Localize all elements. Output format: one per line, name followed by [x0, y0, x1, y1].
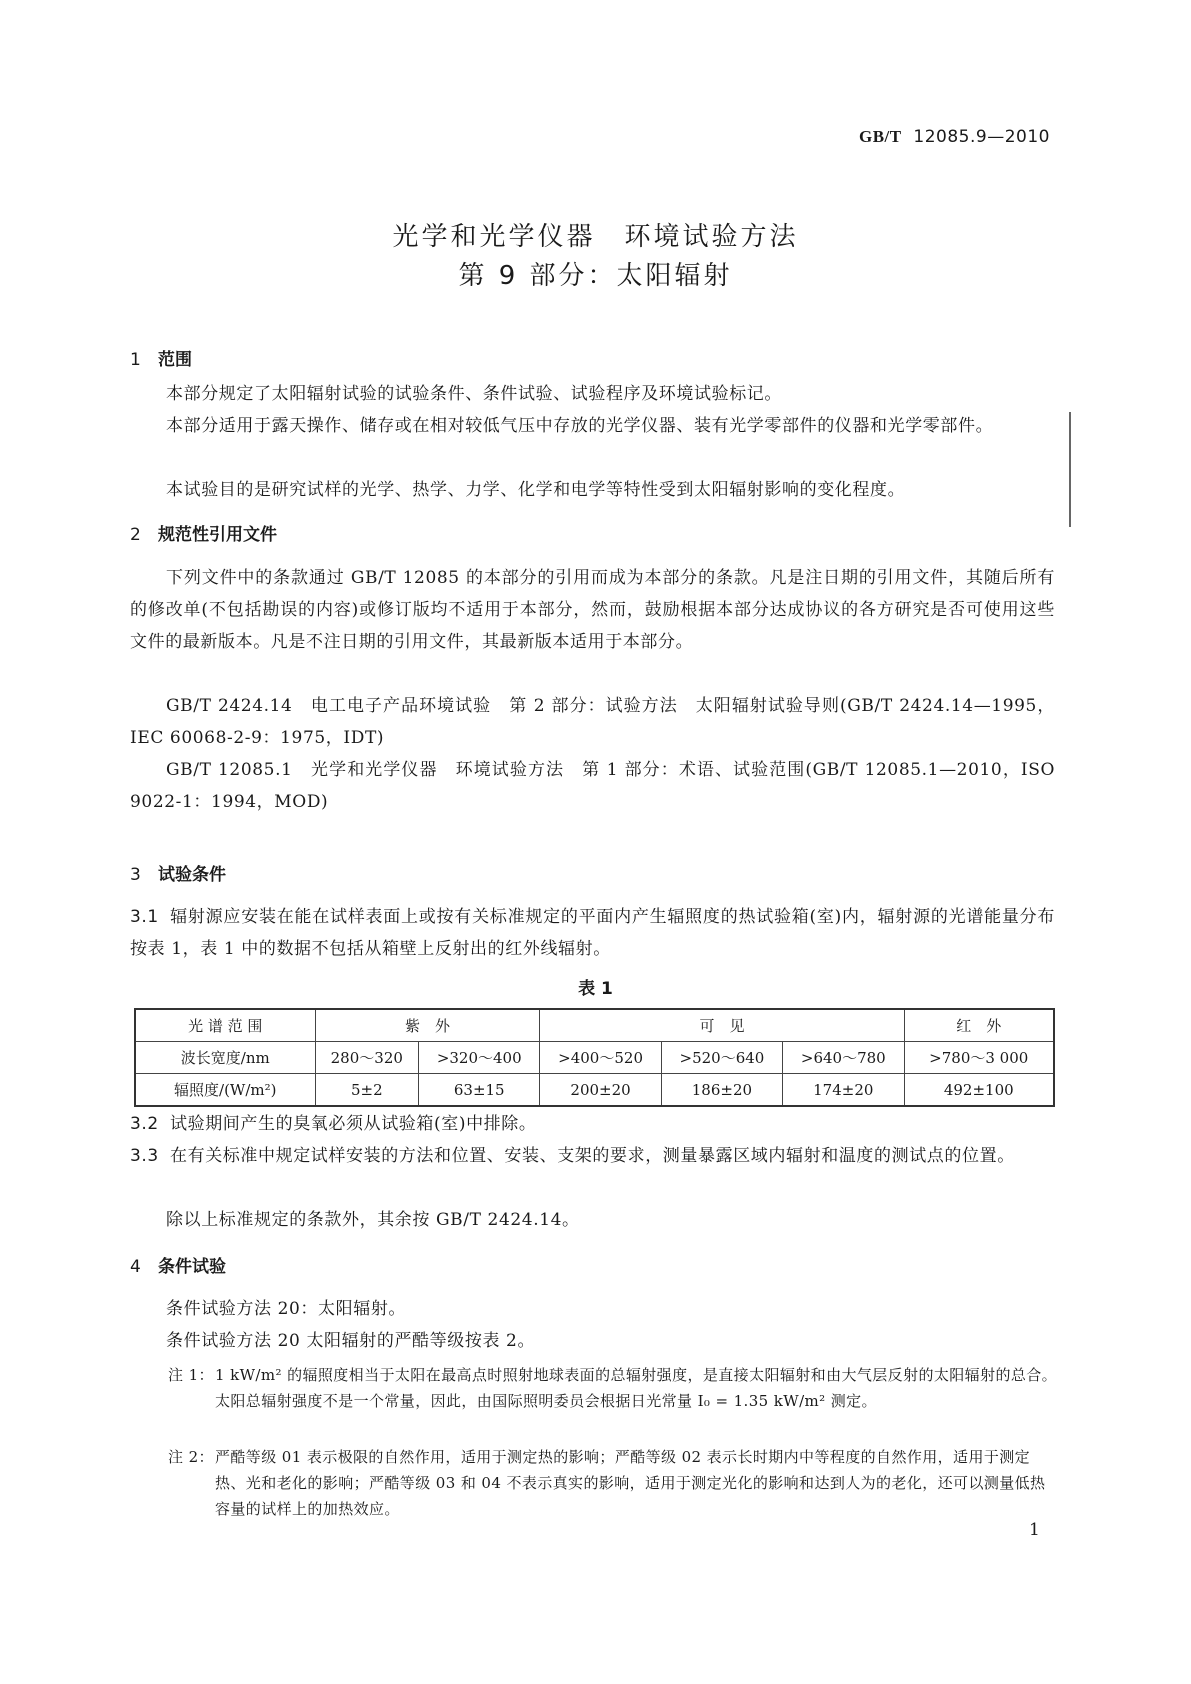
clause-3-1: 3.1 辐射源应安装在能在试样表面上或按有关标准规定的平面内产生辐照度的热试验箱(室)内，辐射源的光谱能量分布按表 1，表 1 中的数据不包括从箱壁上反射出的红外线辐射。	[130, 907, 1055, 959]
section-3-remainder: 除以上标准规定的条款外，其余按 GB/T 2424.14。	[166, 1210, 580, 1230]
table-row	[135, 1042, 1054, 1074]
section-4-para-1: 条件试验方法 20：太阳辐射。	[166, 1299, 407, 1319]
table-cell: 200±20	[540, 1074, 661, 1107]
note-1-label: 注 1：	[168, 1366, 214, 1384]
table-cell: 光 谱 范 围	[135, 1009, 315, 1042]
table-row	[135, 1009, 1054, 1042]
table-cell: >320～400	[419, 1042, 540, 1074]
clause-3-2: 3.2 试验期间产生的臭氧必须从试验箱(室)中排除。	[130, 1114, 537, 1134]
section-2-heading: 2 规范性引用文件	[130, 525, 277, 545]
document-title-line1: 光学和光学仪器 环境试验方法	[392, 222, 799, 252]
table-cell: 5±2	[315, 1074, 419, 1107]
standard-prefix: GB/T	[858, 127, 902, 146]
standard-number	[859, 127, 1050, 147]
change-bar	[1069, 412, 1071, 527]
table-cell: 186±20	[661, 1074, 782, 1107]
reference-gbt-12085-1: GB/T 12085.1 光学和光学仪器 环境试验方法 第 1 部分：术语、试验范围(GB/T 12085.1—2010，ISO 9022-1：1994，MOD)	[130, 760, 1055, 812]
table-row	[135, 1074, 1054, 1107]
clause-3-3: 3.3 在有关标准中规定试样安装的方法和位置、安装、支架的要求，测量暴露区域内辐射和温度的测试点的位置。	[130, 1146, 1015, 1166]
table-1-caption: 表 1	[578, 979, 613, 999]
table-cell: 63±15	[419, 1074, 540, 1107]
table-cell: 174±20	[783, 1074, 904, 1107]
table-cell: >400～520	[540, 1042, 661, 1074]
section-4-para-2: 条件试验方法 20 太阳辐射的严酷等级按表 2。	[166, 1331, 536, 1351]
section-1-para-1: 本部分规定了太阳辐射试验的试验条件、条件试验、试验程序及环境试验标记。	[166, 384, 782, 404]
table-cell: >780～3 000	[904, 1042, 1054, 1074]
section-1-para-2: 本部分适用于露天操作、储存或在相对较低气压中存放的光学仪器、装有光学零部件的仪器和光学零部件。	[166, 416, 994, 436]
table-cell: 可 见	[540, 1009, 904, 1042]
table-1	[134, 1008, 1055, 1107]
table-cell: 波长宽度/nm	[135, 1042, 315, 1074]
note-1	[168, 1362, 1058, 1414]
table-cell: 辐照度/(W/m²)	[135, 1074, 315, 1107]
section-4-heading: 4 条件试验	[130, 1257, 226, 1277]
note-2-label: 注 2：	[168, 1448, 214, 1466]
note-1-text: 1 kW/m² 的辐照度相当于太阳在最高点时照射地球表面的总辐射强度，是直接太阳辐射和由大气层反射的太阳辐射的总合。太阳总辐射强度不是一个常量，因此，由国际照明委员会根据日光常量 I₀ = 1.35 kW/m² 测定。	[215, 1366, 1058, 1410]
section-1-heading: 1 范围	[130, 350, 192, 370]
section-2-para-1: 下列文件中的条款通过 GB/T 12085 的本部分的引用而成为本部分的条款。凡是注日期的引用文件，其随后所有的修改单(不包括勘误的内容)或修订版均不适用于本部分，然而，鼓励根据本部分达成协议的各方研究是否可使用这些文件的最新版本。凡是不注日期的引用文件，其最新版本适用于本部分。	[130, 568, 1055, 652]
section-1-para-3: 本试验目的是研究试样的光学、热学、力学、化学和电学等特性受到太阳辐射影响的变化程度。	[166, 480, 906, 500]
reference-gbt-2424-14: GB/T 2424.14 电工电子产品环境试验 第 2 部分：试验方法 太阳辐射试验导则(GB/T 2424.14—1995，IEC 60068-2-9：1975，IDT)	[130, 696, 1055, 748]
table-cell: 紫 外	[315, 1009, 540, 1042]
section-3-heading: 3 试验条件	[130, 865, 226, 885]
table-cell: >640～780	[783, 1042, 904, 1074]
table-cell: 红 外	[904, 1009, 1054, 1042]
note-2	[168, 1444, 1058, 1522]
page-number: 1	[1029, 1520, 1040, 1540]
table-cell: 492±100	[904, 1074, 1054, 1107]
note-2-text: 严酷等级 01 表示极限的自然作用，适用于测定热的影响；严酷等级 02 表示长时期内中等程度的自然作用，适用于测定热、光和老化的影响；严酷等级 03 和 04 不表示真实的影响，适用于测定光化的影响和达到人为的老化，还可以测量低热容量的试样上的加热效应。	[215, 1448, 1046, 1518]
table-cell: 280～320	[315, 1042, 419, 1074]
document-title-line2: 第 9 部分：太阳辐射	[458, 261, 733, 291]
standard-code: 12085.9—2010	[913, 127, 1050, 147]
table-cell: >520～640	[661, 1042, 782, 1074]
